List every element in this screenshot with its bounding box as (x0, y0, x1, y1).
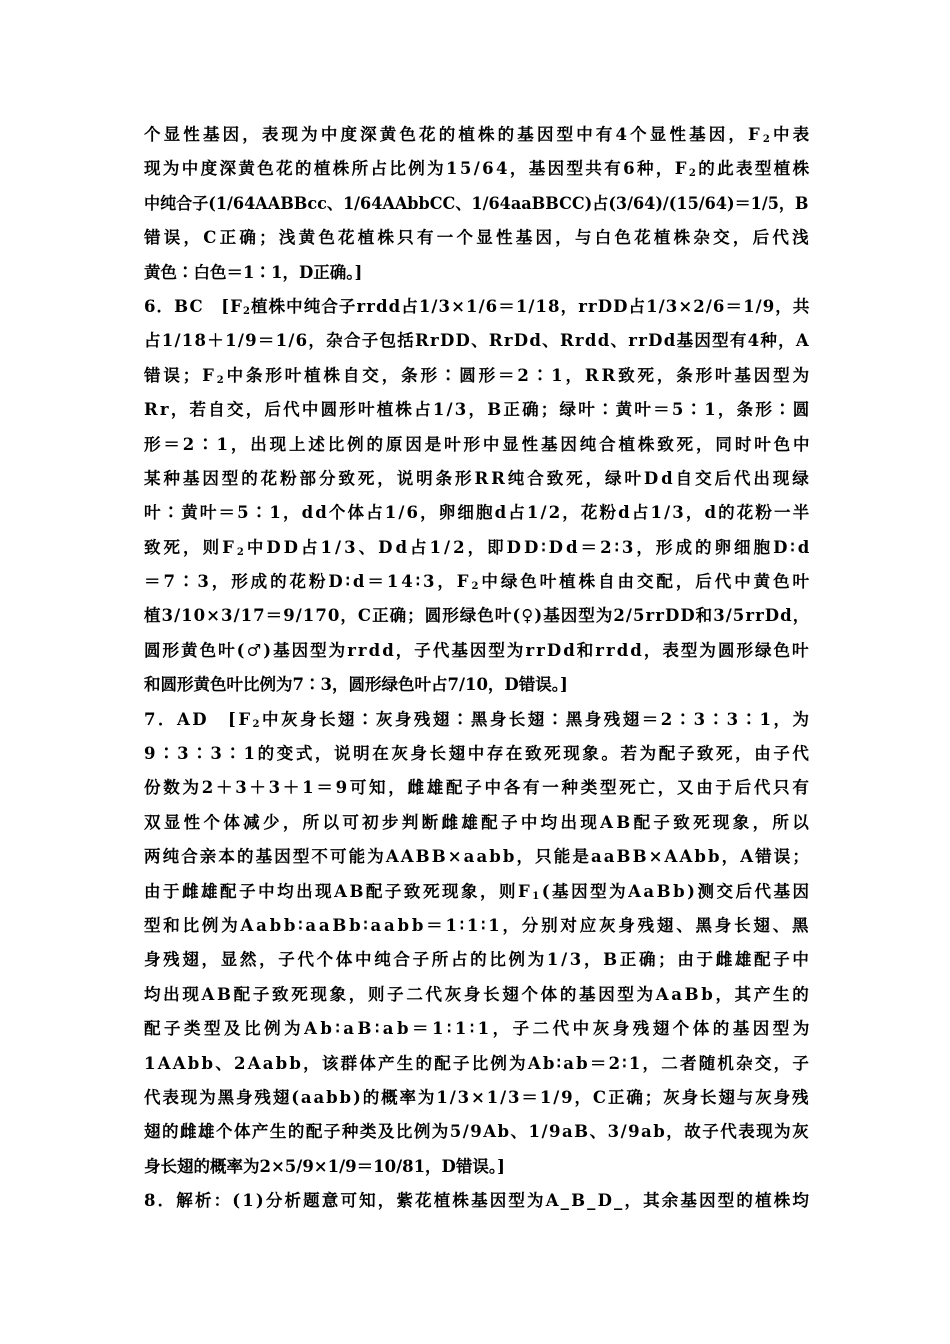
text-line (144, 152, 812, 186)
text-run: 形＝2∶1，出现上述比例的原因是叶形中显性基因纯合植株致死，同时叶色中 (144, 434, 813, 454)
text-run: 占1/18＋1/9＝1/6，杂合子包括RrDD、RrDd、Rrdd、rrDd基因型有4种，A (144, 331, 810, 351)
text-run: 两纯合亲本的基因型不可能为AABB×aabb，只能是aaBB×AAbb，A错误； (144, 847, 811, 867)
text-line (144, 668, 809, 702)
text-line (144, 462, 812, 496)
text-run: 的此表型植株 (698, 159, 812, 179)
text-line (144, 1184, 812, 1218)
text-run: 错误，C正确；浅黄色花植株只有一个显性基因，与白色花植株杂交，后代浅 (144, 228, 812, 248)
text-line (144, 943, 812, 977)
text-run: 份数为2＋3＋3＋1＝9可知，雌雄配子中各有一种类型死亡，又由于后代只有 (144, 778, 812, 798)
text-line (144, 221, 812, 255)
subscript: 2 (762, 134, 774, 145)
text-line (144, 428, 813, 462)
text-run: 翅的雌雄个体产生的配子种类及比例为5/9Ab、1/9aB、3/9ab，故子代表现为灰 (144, 1122, 811, 1142)
text-run: 致死，则F (144, 537, 237, 557)
text-run: 代表现为黑身残翅(aabb)的概率为1/3×1/3＝1/9，C正确；灰身长翅与灰身残 (144, 1087, 811, 1107)
text-run: 叶∶黄叶＝5∶1，dd个体占1/6，卵细胞d占1/2，花粉d占1/3，d的花粉一半 (144, 503, 812, 523)
text-line (144, 840, 809, 874)
text-line (144, 634, 809, 668)
text-line (144, 118, 813, 152)
text-line (144, 599, 809, 633)
text-run: 中表 (773, 125, 813, 144)
text-run: 身长翅的概率为2×5/9×1/9＝10/81，D错误。] (144, 1156, 505, 1176)
text-line (144, 187, 809, 221)
text-line (144, 737, 812, 771)
text-run: 型和比例为Aabb∶aaBb∶aabb＝1∶1∶1，分别对应灰身残翅、黑身长翅、黑 (144, 915, 812, 935)
answer-text-block (144, 118, 813, 1219)
subscript: 1 (532, 890, 542, 902)
text-run: 植株中纯合子rrdd占1/3×1/6＝1/18，rrDD占1/3×2/6＝1/9，共 (251, 296, 811, 316)
text-line (144, 1081, 809, 1115)
subscript: 2 (242, 305, 252, 317)
text-line (144, 1012, 813, 1046)
text-run: 现为中度深黄色花的植株所占比例为15/64，基因型共有6种，F (144, 159, 689, 179)
text-run: (基因型为AaBb)测交后代基因 (541, 881, 812, 901)
text-run: 配子类型及比例为Ab∶aB∶ab＝1∶1∶1，子二代中灰身残翅个体的基因型为 (144, 1019, 813, 1039)
text-run: 6．BC [F (144, 296, 243, 316)
text-run: 8．解析：(1)分析题意可知，紫花植株基因型为A_B_D_，其余基因型的植株均 (144, 1191, 812, 1211)
text-line (144, 703, 812, 737)
text-run: 植3/10×3/17＝9/170，C正确；圆形绿色叶(♀)基因型为2/5rrDD和3/5rrDd， (144, 606, 811, 626)
text-run: 中灰身长翅∶灰身残翅∶黑身长翅∶黑身残翅＝2∶3∶3∶1，为 (261, 709, 812, 729)
text-line (144, 324, 809, 358)
text-line (144, 531, 813, 565)
text-line (144, 875, 812, 909)
text-run: 由于雌雄配子中均出现AB配子致死现象，则F (144, 881, 533, 901)
text-line (144, 565, 812, 599)
text-line (144, 256, 809, 290)
text-line (144, 393, 812, 427)
text-run: 1AAbb、2Aabb，该群体产生的配子比例为Ab∶ab＝2∶1，二者随机杂交，子 (144, 1053, 812, 1073)
text-line (144, 1150, 809, 1184)
text-run: 双显性个体减少，所以可初步判断雌雄配子中均出现AB配子致死现象，所以 (144, 812, 813, 832)
text-run: 个显性基因，表现为中度深黄色花的植株的基因型中有4个显性基因，F (144, 125, 763, 144)
text-run: 圆形黄色叶(♂)基因型为rrdd，子代基因型为rrDd和rrdd，表型为圆形绿色叶 (144, 640, 811, 660)
subscript: 2 (252, 718, 262, 730)
text-run: 身残翅，显然，子代个体中纯合子所占的比例为1/3，B正确；由于雌雄配子中 (144, 950, 812, 970)
subscript: 2 (216, 374, 227, 386)
subscript: 2 (471, 581, 482, 593)
text-run: Rr，若自交，后代中圆形叶植株占1/3，B正确；绿叶∶黄叶＝5∶1，条形∶圆 (144, 400, 812, 420)
text-run: 9∶3∶3∶1的变式，说明在灰身长翅中存在致死现象。若为配子致死，由子代 (144, 744, 812, 764)
text-run: 某种基因型的花粉部分致死，说明条形RR纯合致死，绿叶Dd自交后代出现绿 (144, 468, 812, 488)
text-line (144, 909, 812, 943)
text-line (144, 978, 812, 1012)
text-run: 错误；F (144, 365, 217, 385)
text-line (144, 1047, 812, 1081)
text-run: 均出现AB配子致死现象，则子二代灰身长翅个体的基因型为AaBb，其产生的 (144, 984, 812, 1004)
text-run: 中条形叶植株自交，条形∶圆形＝2∶1，RR致死，条形叶基因型为 (226, 365, 812, 385)
text-run: 中纯合子(1/64AABBcc、1/64AAbbCC、1/64aaBBCC)占(3/64)/(15/64)＝1/5，B (144, 193, 809, 213)
text-run: 和圆形黄色叶比例为7∶3，圆形绿色叶占7/10，D错误。] (144, 675, 568, 695)
text-run: 黄色∶白色＝1∶1，D正确。] (144, 262, 363, 282)
text-line (144, 496, 812, 530)
text-run: ＝7∶3，形成的花粉D∶d＝14∶3，F (144, 572, 472, 592)
text-run: 中DD占1/3、Dd占1/2，即DD∶Dd＝2∶3，形成的卵细胞D∶d (246, 537, 813, 557)
text-run: 7．AD [F (144, 709, 253, 729)
text-line (144, 290, 809, 324)
text-line (144, 359, 812, 393)
text-line (144, 806, 813, 840)
text-line (144, 1115, 809, 1149)
text-run: 中绿色叶植株自由交配，后代中黄色叶 (481, 572, 812, 592)
text-line (144, 771, 812, 805)
subscript: 2 (236, 546, 247, 558)
subscript: 2 (688, 168, 699, 180)
